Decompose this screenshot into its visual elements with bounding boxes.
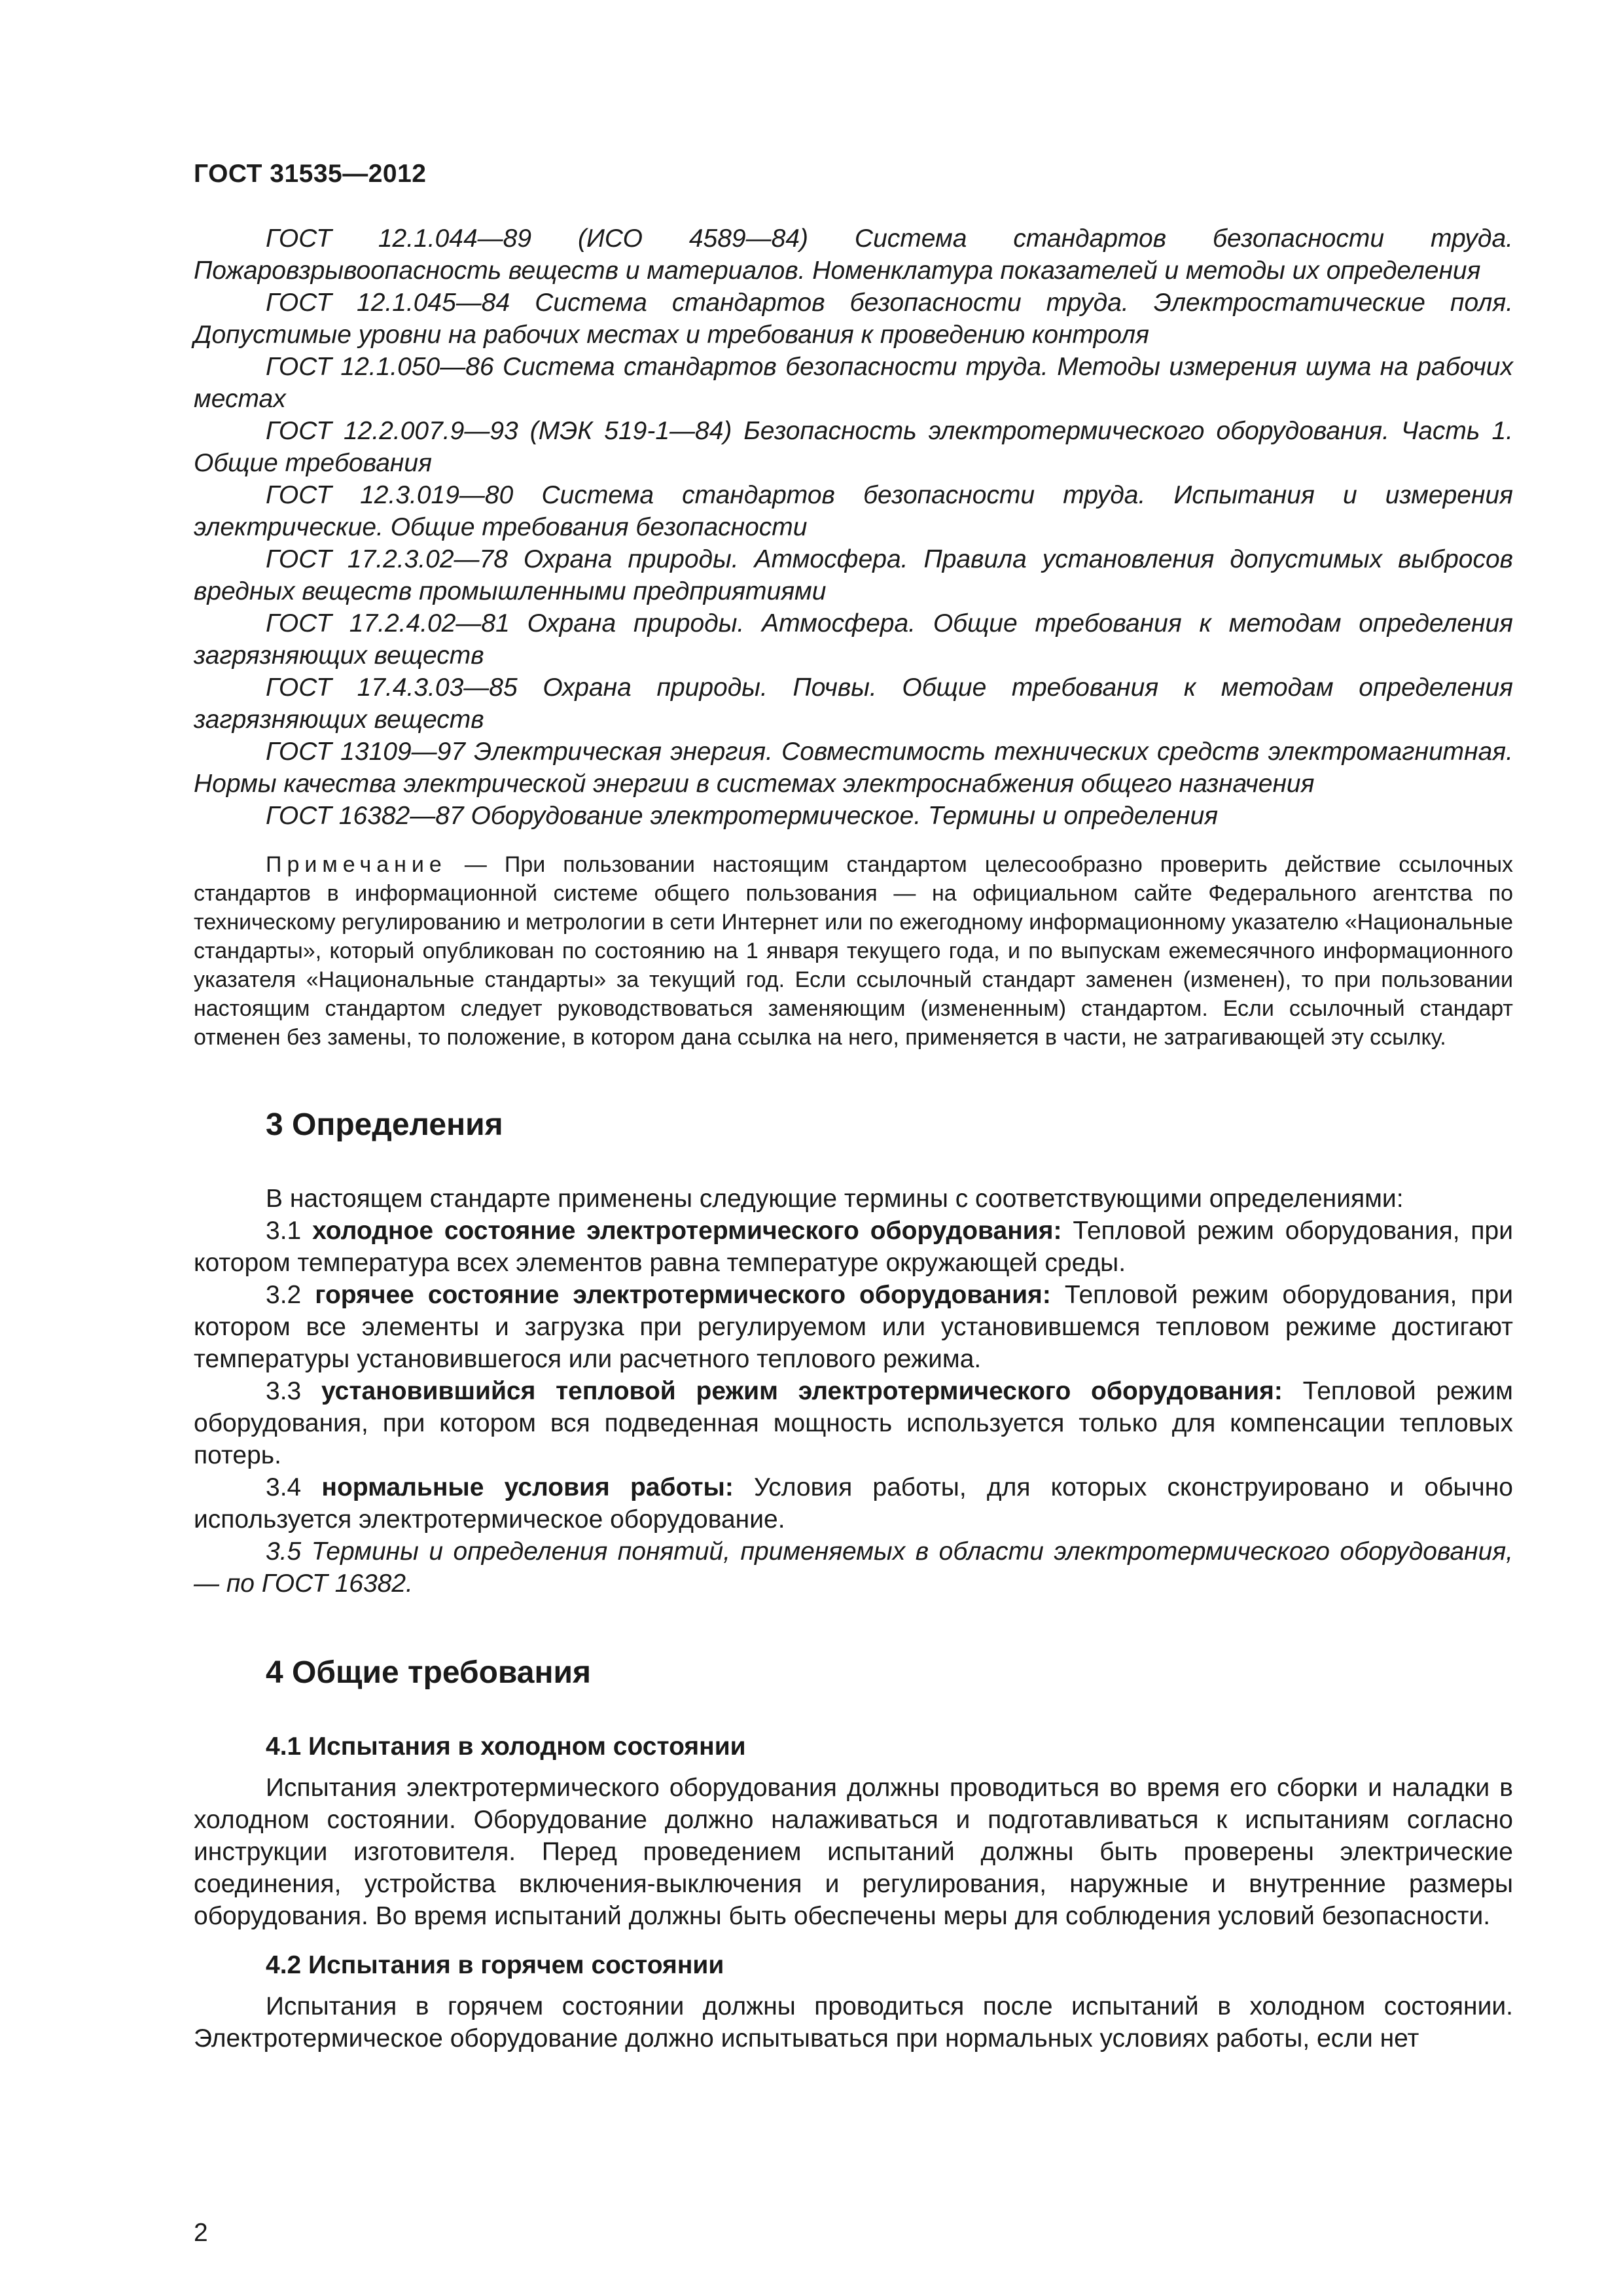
reference-item: ГОСТ 12.2.007.9—93 (МЭК 519-1—84) Безопасность электротермического оборудования. Часть 1. Общие требования — [194, 417, 1513, 477]
reference-item: ГОСТ 12.3.019—80 Система стандартов безопасности труда. Испытания и измерения электрические. Общие требования безопасности — [194, 481, 1513, 541]
reference-item: ГОСТ 12.1.045—84 Система стандартов безопасности труда. Электростатические поля. Допустимые уровни на рабочих местах и требования к проведению контроля — [194, 289, 1513, 349]
subsection-4-1-heading: 4.1 Испытания в холодном состоянии — [266, 1732, 746, 1761]
reference-item: ГОСТ 17.2.4.02—81 Охрана природы. Атмосфера. Общие требования к методам определения загрязняющих веществ — [194, 609, 1514, 670]
document-body — [194, 223, 1513, 2054]
definition-item: 3.1 холодное состояние электротермического оборудования: Тепловой режим оборудования, при котором температура всех элементов равна температуре окружающей среды. — [194, 1217, 1514, 1277]
reference-item: ГОСТ 17.4.3.03—85 Охрана природы. Почвы. Общие требования к методам определения загрязняющих веществ — [194, 673, 1513, 734]
reference-item: ГОСТ 17.2.3.02—78 Охрана природы. Атмосфера. Правила установления допустимых выбросов вредных веществ промышленными предприятиями — [194, 545, 1513, 605]
reference-item: ГОСТ 16382—87 Оборудование электротермическое. Термины и определения — [266, 802, 1219, 830]
section-3-intro: В настоящем стандарте применены следующие термины с соответствующими определениями: — [266, 1185, 1404, 1213]
reference-item: ГОСТ 13109—97 Электрическая энергия. Совместимость технических средств электромагнитная. Нормы качества электрической энергии в системах электроснабжения общего назначения — [194, 738, 1513, 798]
section-4-heading: 4 Общие требования — [266, 1655, 591, 1690]
definition-item: 3.3 установившийся тепловой режим электротермического оборудования: Тепловой режим оборудования, при котором вся подведенная мощность используется только для компенсации тепловых потерь. — [194, 1377, 1513, 1469]
reference-item: ГОСТ 12.1.050—86 Система стандартов безопасности труда. Методы измерения шума на рабочих местах — [194, 353, 1513, 413]
note-paragraph — [194, 850, 1513, 1052]
normative-references-list — [194, 223, 1513, 832]
reference-item: ГОСТ 12.1.044—89 (ИСО 4589—84) Система стандартов безопасности труда. Пожаровзрывоопасность веществ и материалов. Номенклатура показателей и методы их определения — [194, 224, 1513, 285]
subsection-4-1-text: Испытания электротермического оборудования должны проводиться во время его сборки и наладки в холодном состоянии. Оборудование должно налаживаться и подготавливаться к испытаниям согласно инструкции изготовителя. Перед проведением испытаний должны быть проверены электрические соединения, устройства включения-выключения и регулирования, наружные и внутренние размеры оборудования. Во время испытаний должны быть обеспечены меры для соблюдения условий безопасности. — [194, 1774, 1513, 1930]
page-number: 2 — [194, 2219, 208, 2247]
definition-item-reference: 3.5 Термины и определения понятий, применяемых в области электротермического оборудования, — по ГОСТ 16382. — [194, 1537, 1513, 1598]
document-header: ГОСТ 31535—2012 — [194, 160, 427, 188]
subsection-4-2-heading: 4.2 Испытания в горячем состоянии — [266, 1951, 724, 1979]
note-text: — При пользовании настоящим стандартом целесообразно проверить действие ссылочных стандартов в информационной системе общего пользования — на официальном сайте Федерального агентства по техническому регулированию и метрологии в сети Интернет или по ежегодному информационному указателю «Национальные стандарты», который опубликован по состоянию на 1 января текущего года, и по выпускам ежемесячного информационного указателя «Национальные стандарты» за текущий год. Если ссылочный стандарт заменен (изменен), то при пользовании настоящим стандартом следует руководствоваться заменяющим (измененным) стандартом. Если ссылочный стандарт отменен без замены, то положение, в котором дана ссылка на него, применяется в части, не затрагивающей эту ссылку. — [194, 852, 1514, 1050]
section-3-heading: 3 Определения — [266, 1107, 503, 1142]
definition-item: 3.2 горячее состояние электротермического оборудования: Тепловой режим оборудования, при котором все элементы и загрузка при регулируемом или установившемся тепловом режиме достигают температуры установившегося или расчетного теплового режима. — [194, 1281, 1513, 1373]
note-label: Примечание — [266, 852, 447, 877]
definition-item: 3.4 нормальные условия работы: Условия работы, для которых сконструировано и обычно используется электротермическое оборудование. — [194, 1473, 1513, 1534]
subsection-4-2-text: Испытания в горячем состоянии должны проводиться после испытаний в холодном состоянии. Электротермическое оборудование должно испытываться при нормальных условиях работы, если нет — [194, 1992, 1513, 2053]
